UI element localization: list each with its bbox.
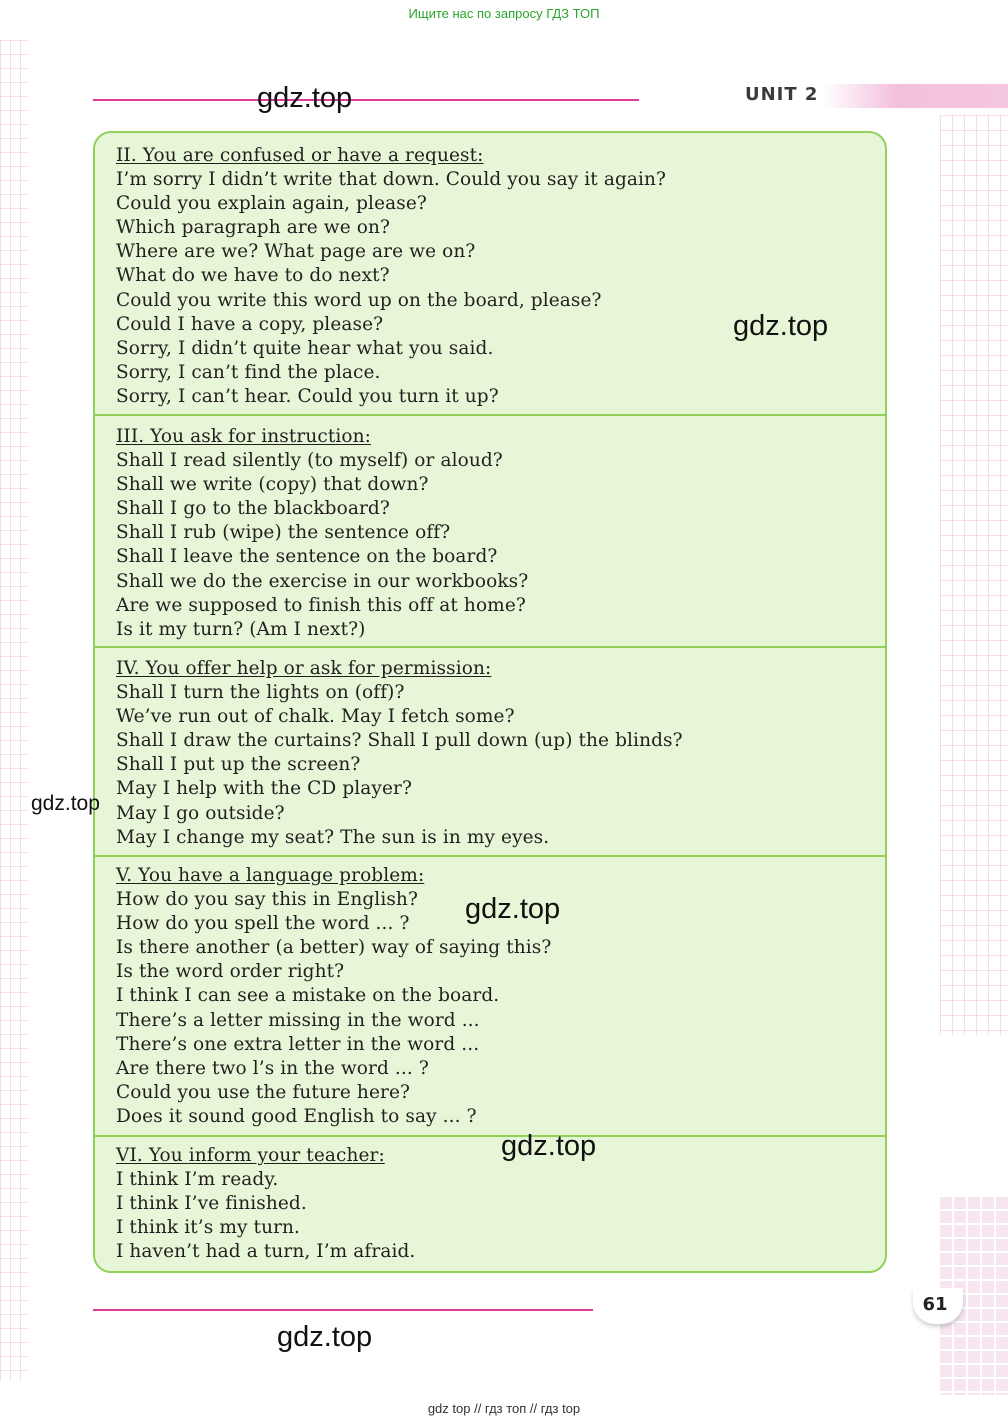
phrase-line: Shall I read silently (to myself) or aloud? [116, 450, 503, 472]
phrase-line: May I help with the CD player? [116, 778, 412, 800]
phrase-line: I haven’t had a turn, I’m afraid. [116, 1241, 416, 1263]
phrase-line: How do you say this in English? [116, 889, 418, 911]
phrase-line: Which paragraph are we on? [116, 217, 391, 239]
phrase-line: There’s one extra letter in the word ... [116, 1033, 480, 1055]
phrase-line: How do you spell the word ... ? [116, 913, 410, 935]
phrases-box [93, 131, 887, 1273]
section-heading: III. You ask for instruction: [116, 426, 371, 447]
phrase-line: Where are we? What page are we on? [116, 241, 476, 263]
bottom-promo-link[interactable]: gdz top // гдз топ // гдз top [427, 1401, 581, 1416]
phrase-line: We’ve run out of chalk. May I fetch some? [116, 706, 515, 728]
phrase-line: Shall I turn the lights on (off)? [116, 682, 405, 704]
section-confused-or-request [95, 133, 885, 416]
header-rule [93, 99, 639, 101]
watermark: gdz.top [733, 310, 829, 342]
phrase-line: Sorry, I can’t hear. Could you turn it up? [116, 385, 499, 407]
top-promo-link[interactable]: Ищите нас по запросу ГДЗ ТОП [408, 6, 600, 21]
phrase-line: May I go outside? [116, 802, 285, 824]
section-heading: VI. You inform your teacher: [116, 1145, 385, 1166]
unit-stripe-decoration [822, 84, 1008, 108]
watermark: gdz.top [465, 893, 561, 925]
phrase-line: Could you explain again, please? [116, 193, 427, 215]
phrase-line: Shall I go to the blackboard? [116, 498, 390, 520]
watermark: gdz.top [257, 82, 353, 114]
phrase-line: Is it my turn? (Am I next?) [116, 618, 366, 640]
phrase-line: I’m sorry I didn’t write that down. Could you say it again? [116, 169, 667, 191]
watermark: gdz.top [31, 792, 100, 815]
phrase-line: May I change my seat? The sun is in my eyes. [116, 826, 550, 848]
phrase-line: Shall I draw the curtains? Shall I pull down (up) the blinds? [116, 730, 683, 752]
right-pattern-decoration [940, 115, 1008, 1035]
phrase-line: Shall I rub (wipe) the sentence off? [116, 522, 451, 544]
phrase-line: Is there another (a better) way of saying this? [116, 937, 552, 959]
phrase-line: Is the word order right? [116, 961, 345, 983]
phrase-line: I think I’m ready. [116, 1169, 279, 1191]
phrase-line: I think it’s my turn. [116, 1217, 301, 1239]
phrase-line: I think I’ve finished. [116, 1193, 307, 1215]
section-heading: IV. You offer help or ask for permission: [116, 658, 492, 679]
section-heading: II. You are confused or have a request: [116, 145, 484, 166]
phrase-line: Sorry, I didn’t quite hear what you said. [116, 337, 494, 359]
phrase-line: What do we have to do next? [116, 265, 390, 287]
phrase-line: Shall we do the exercise in our workbooks? [116, 570, 529, 592]
watermark: gdz.top [277, 1321, 373, 1353]
section-heading: V. You have a language problem: [116, 865, 425, 886]
left-pattern-decoration [0, 40, 28, 1380]
phrase-line: I think I can see a mistake on the board. [116, 985, 500, 1007]
phrase-line: Could you use the future here? [116, 1081, 411, 1103]
phrase-line: Could you write this word up on the board, please? [116, 289, 602, 311]
phrase-line: Shall I put up the screen? [116, 754, 361, 776]
section-inform-teacher [95, 1137, 885, 1271]
section-ask-for-instruction [95, 416, 885, 648]
phrase-line: Shall we write (copy) that down? [116, 474, 429, 496]
phrase-line: Sorry, I can’t find the place. [116, 361, 381, 383]
phrase-line: There’s a letter missing in the word ... [116, 1009, 480, 1031]
section-offer-help-or-permission [95, 648, 885, 857]
unit-label: UNIT 2 [745, 84, 819, 105]
phrase-line: Are we supposed to finish this off at home? [116, 594, 526, 616]
phrase-line: Shall I leave the sentence on the board? [116, 546, 498, 568]
phrase-line: Does it sound good English to say ... ? [116, 1105, 477, 1127]
phrase-line: Are there two l’s in the word ... ? [116, 1057, 429, 1079]
phrase-line: Could I have a copy, please? [116, 313, 384, 335]
footer-rule [93, 1309, 593, 1311]
watermark: gdz.top [501, 1130, 597, 1162]
page-number: 61 [922, 1294, 948, 1315]
